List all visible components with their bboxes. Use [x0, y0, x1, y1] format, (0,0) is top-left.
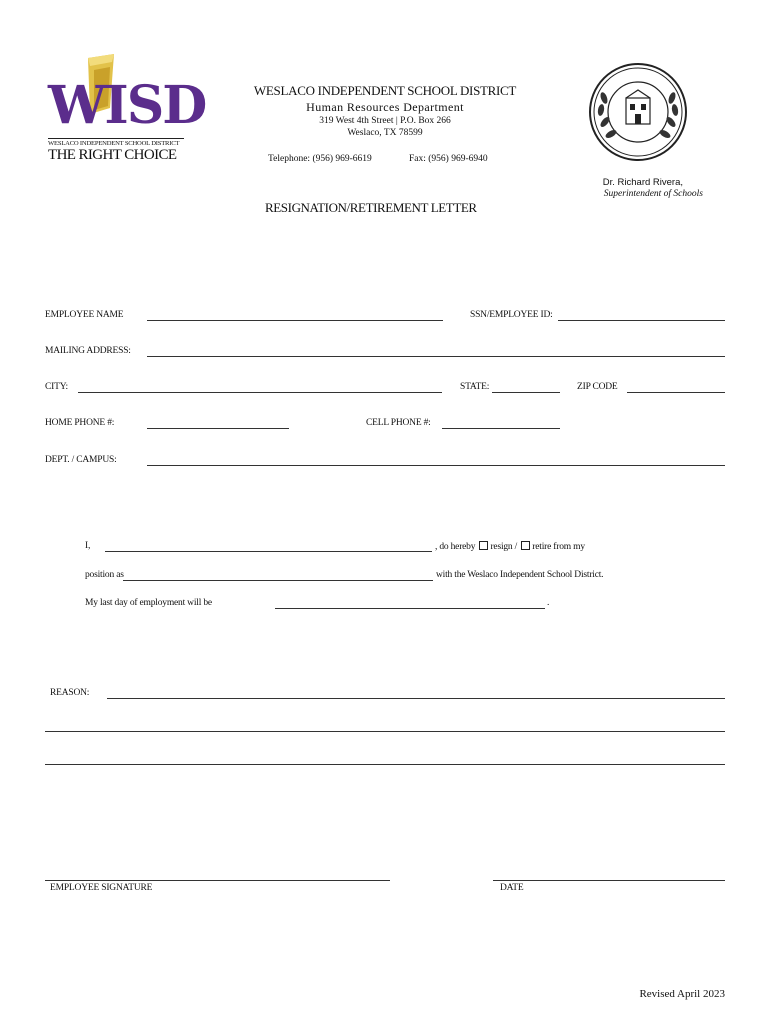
state-field[interactable] — [492, 392, 560, 393]
logo-letters: WISD — [48, 75, 206, 136]
date-label: DATE — [500, 883, 524, 893]
home-phone-label: HOME PHONE #: — [45, 418, 115, 428]
seal-graphic — [583, 60, 693, 164]
zip-field[interactable] — [627, 392, 725, 393]
date-field[interactable] — [493, 880, 725, 881]
resign-checkbox[interactable] — [479, 541, 488, 550]
logo-subtitle: WESLACO INDEPENDENT SCHOOL DISTRICT — [48, 138, 184, 147]
employee-name-field[interactable] — [147, 320, 443, 321]
district-name: WESLACO INDEPENDENT SCHOOL DISTRICT — [253, 83, 517, 98]
with-district-text: with the Weslaco Independent School District. — [436, 570, 604, 580]
logo-tagline: THE RIGHT CHOICE — [48, 147, 177, 163]
resign-text: resign / — [490, 542, 518, 552]
zip-label: ZIP CODE — [577, 382, 618, 392]
reason-field-2[interactable] — [45, 731, 725, 732]
district-seal — [583, 60, 693, 164]
employee-name-label: EMPLOYEE NAME — [45, 310, 124, 320]
cell-phone-label: CELL PHONE #: — [366, 418, 431, 428]
statement-name-field[interactable] — [105, 551, 432, 552]
reason-label: REASON: — [50, 688, 90, 698]
superintendent-name: Dr. Richard Rivera, — [602, 177, 683, 188]
form-title: RESIGNATION/RETIREMENT LETTER — [265, 200, 477, 215]
state-label: STATE: — [460, 382, 490, 392]
cell-phone-field[interactable] — [442, 428, 560, 429]
city-label: CITY: — [45, 382, 68, 392]
home-phone-field[interactable] — [147, 428, 289, 429]
statement-hereby — [435, 541, 585, 552]
city-field[interactable] — [78, 392, 442, 393]
telephone: Telephone: (956) 969-6619 — [268, 154, 372, 164]
employee-signature-field[interactable] — [45, 880, 390, 881]
revised-date: Revised April 2023 — [639, 988, 725, 1000]
mailing-address-label: MAILING ADDRESS: — [45, 346, 131, 356]
district-logo — [44, 50, 206, 168]
dept-campus-field[interactable] — [147, 465, 725, 466]
address-line-2: Weslaco, TX 78599 — [347, 128, 423, 138]
superintendent-title: Superintendent of Schools — [603, 189, 703, 199]
retire-checkbox[interactable] — [521, 541, 530, 550]
ssn-field[interactable] — [558, 320, 725, 321]
retire-text: retire from my — [532, 542, 585, 552]
reason-field-1[interactable] — [107, 698, 725, 699]
fax: Fax: (956) 969-6940 — [409, 154, 488, 164]
position-as-label: position as — [85, 570, 124, 580]
ssn-label: SSN/EMPLOYEE ID: — [470, 310, 553, 320]
position-field[interactable] — [123, 580, 433, 581]
last-day-period: . — [547, 598, 550, 608]
reason-field-3[interactable] — [45, 764, 725, 765]
mailing-address-field[interactable] — [147, 356, 725, 357]
hereby-text: , do hereby — [435, 542, 476, 552]
department-name: Human Resources Department — [306, 100, 464, 114]
employee-signature-label: EMPLOYEE SIGNATURE — [50, 883, 153, 893]
last-day-label: My last day of employment will be — [85, 598, 212, 608]
address-line-1: 319 West 4th Street | P.O. Box 266 — [319, 116, 451, 126]
statement-i: I, — [85, 541, 91, 551]
last-day-field[interactable] — [275, 608, 545, 609]
dept-campus-label: DEPT. / CAMPUS: — [45, 455, 117, 465]
